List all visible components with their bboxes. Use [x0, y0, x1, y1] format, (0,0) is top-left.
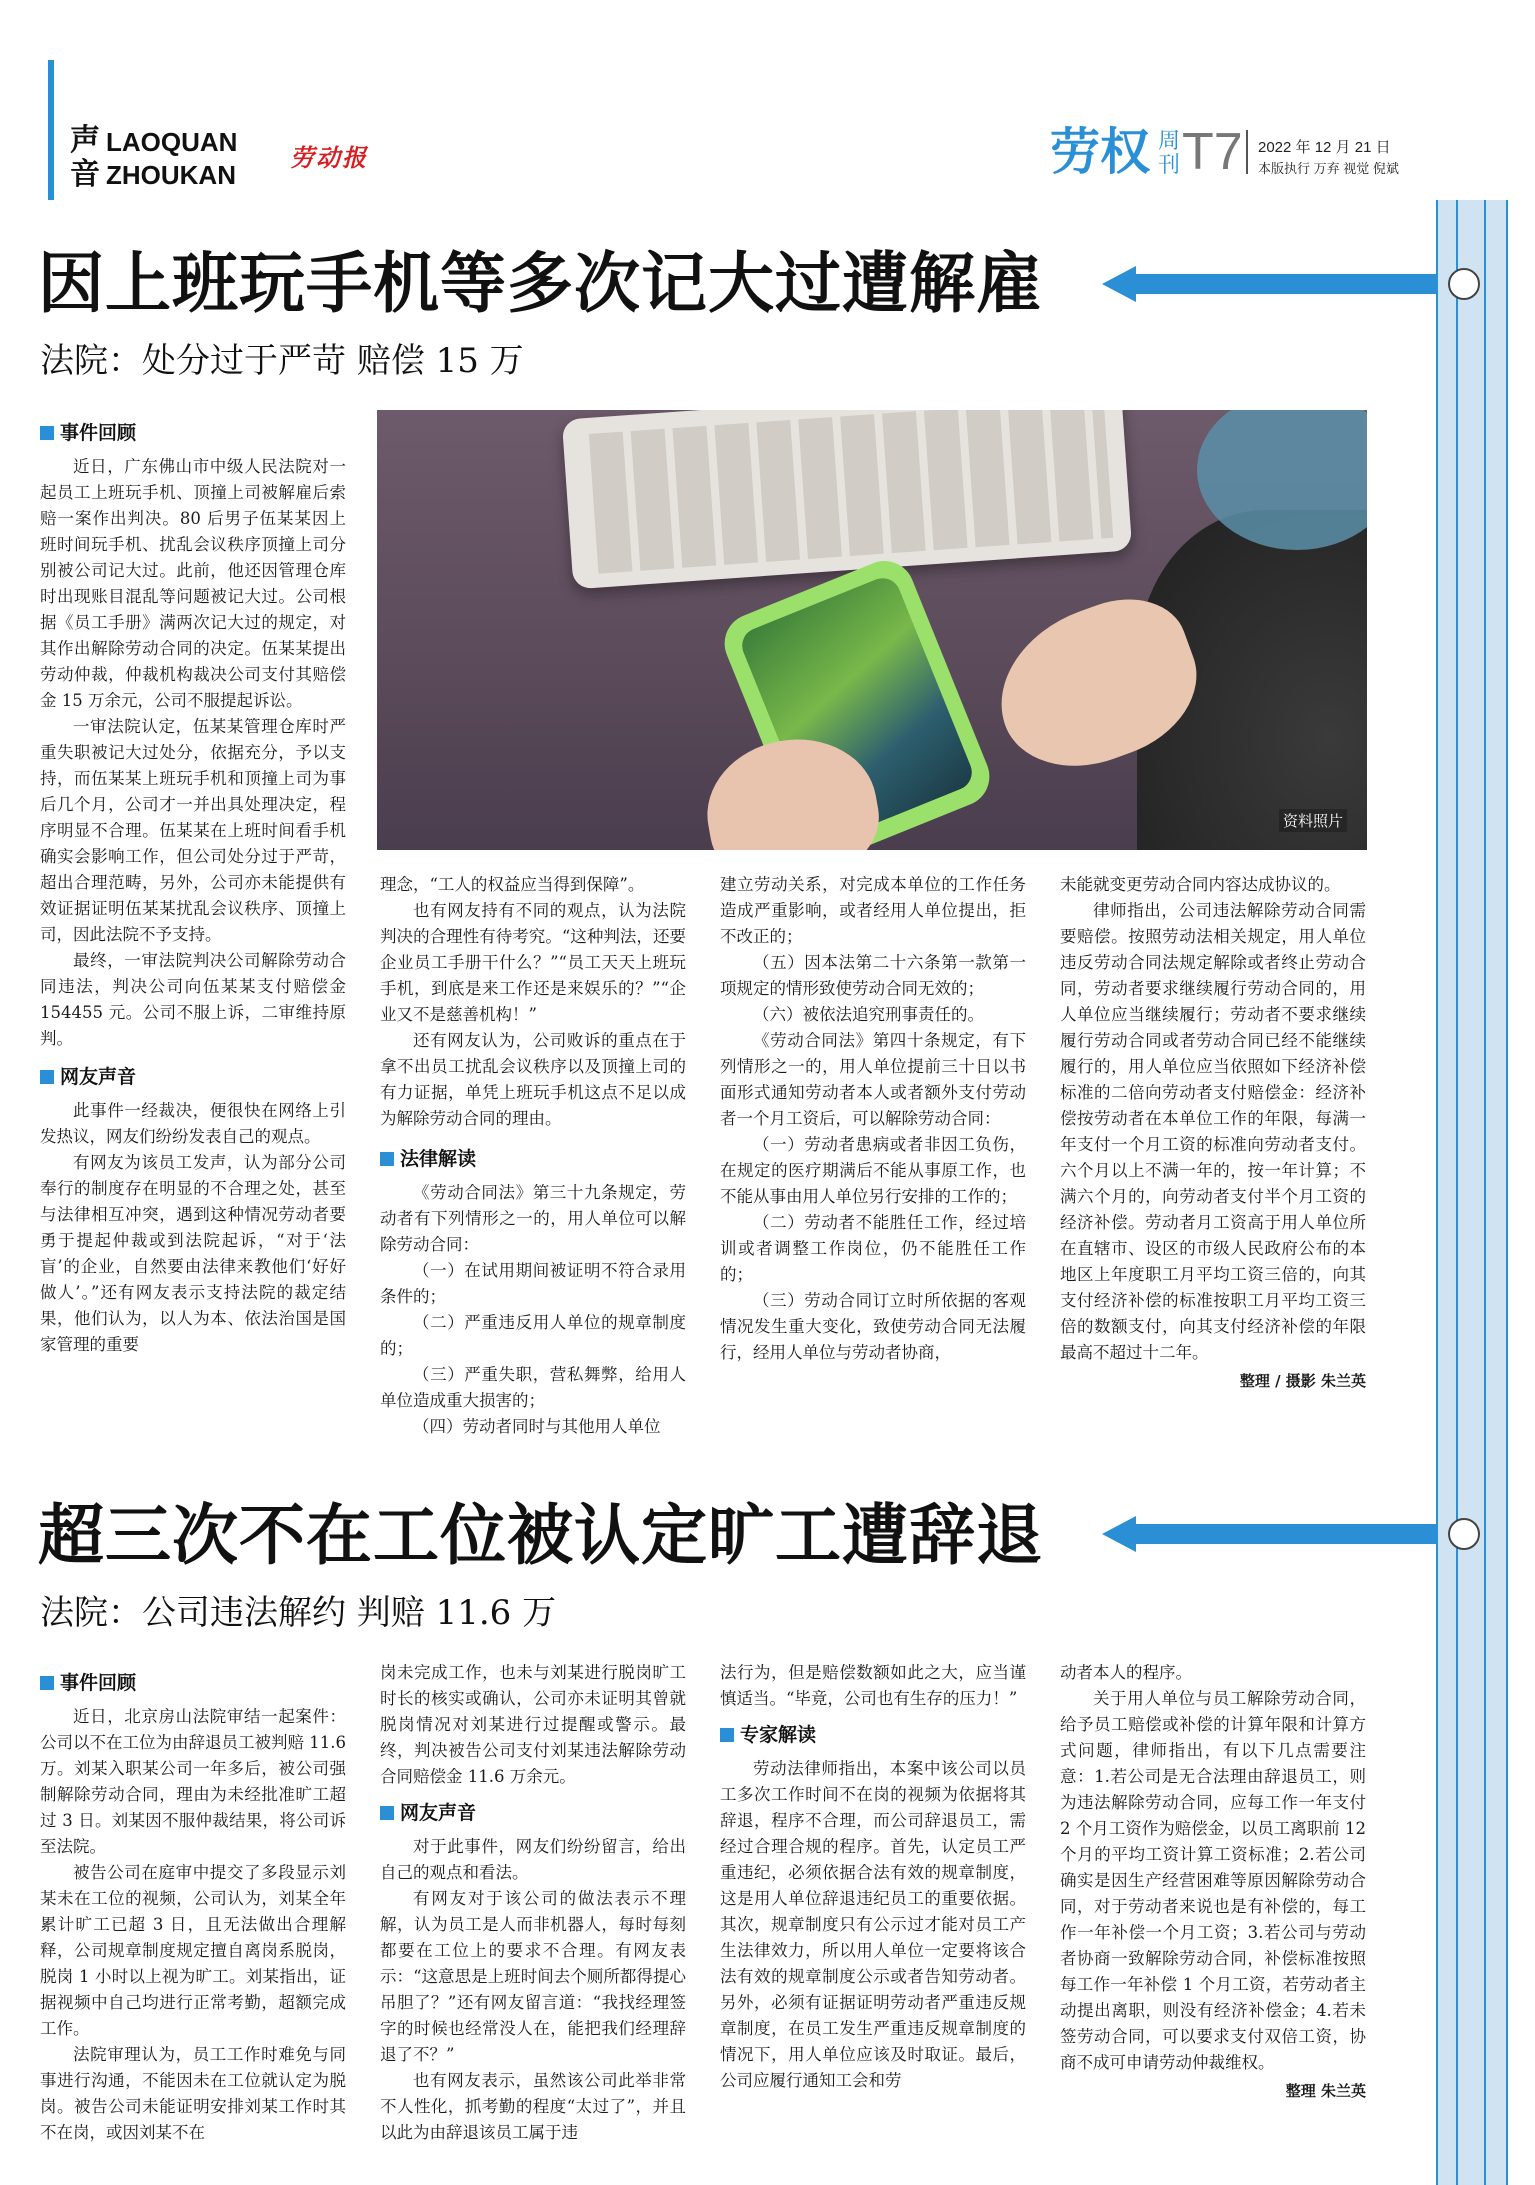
- editor-credit: 本版执行 万弃 视觉 倪斌: [1258, 161, 1399, 176]
- paragraph: 岗未完成工作，也未与刘某进行脱岗旷工时长的核实或确认，公司亦未证明其曾就脱岗情况对刘某进行过提醒或警示。最终，判决被告公司支付刘某违法解除劳动合同赔偿金 11.6 万余元。: [380, 1663, 686, 1786]
- issue-date: 2022 年 12 月 21 日: [1258, 139, 1391, 156]
- paragraph: 近日，广东佛山市中级人民法院对一起员工上班玩手机、顶撞上司被解雇后索赔一案作出判决。80 后男子伍某某因上班时间玩手机、扰乱会议秩序顶撞上司分别被公司记大过。此前，他还因管理仓库时出现账目混乱等问题被记大过。公司根据《员工手册》满两次记大过的规定，对其作出解除劳动合同的决定。伍某某提出劳动仲裁，仲裁机构裁决公司支付其赔偿金 15 万余元，公司不服提起诉讼。: [40, 457, 346, 710]
- paragraph: 有网友对于该公司的做法表示不理解，认为员工是人而非机器人，每时每刻都要在工位上的要求不合理。有网友表示：“这意思是上班时间去个厕所都得提心吊胆了？”还有网友留言道：“我找经理签字的时候也经常没人在，能把我们经理辞退了不？”: [380, 1889, 686, 2064]
- paragraph: （一）劳动者患病或者非因工负伤，在规定的医疗期满后不能从事原工作，也不能从事由用人单位另行安排的工作的；: [720, 1135, 1026, 1206]
- square-bullet-icon: [720, 1728, 734, 1742]
- square-bullet-icon: [380, 1152, 394, 1166]
- paragraph: 法院审理认为，员工工作时难免与同事进行沟通，不能因未在工位就认定为脱岗。被告公司未能证明安排刘某工作时其不在岗，或因刘某不在: [40, 2045, 346, 2142]
- section-heading: 网友声音: [380, 1798, 686, 1828]
- paragraph: （三）严重失职，营私舞弊，给用人单位造成重大损害的；: [380, 1365, 686, 1410]
- article1-col4: [1060, 872, 1366, 1394]
- paragraph: （五）因本法第二十六条第一款第一项规定的情形致使劳动合同无效的；: [720, 953, 1026, 998]
- paragraph: 关于用人单位与员工解除劳动合同，给予员工赔偿或补偿的计算年限和计算方式问题，律师指出，有以下几点需要注意：1.若公司是无合法理由辞退员工，则为违法解除劳动合同，应每工作一年支付 2 个月工资作为赔偿金，以员工离职前 12 个月的平均工资计算工资标准；2.若公司确实是因生产经营困难等原因解除劳动合同，对于劳动者来说也是有补偿的，每工作一年补偿一个月工资；3.若公司与劳动者协商一致解除劳动合同，补偿标准按照每工作一年补偿 1 个月工资，若劳动者主动提出离职，则没有经济补偿金；4.若未签劳动合同，可以要求支付双倍工资，协商不成可申请劳动仲裁维权。: [1060, 1689, 1366, 2072]
- paragraph: 律师指出，公司违法解除劳动合同需要赔偿。按照劳动法相关规定，用人单位违反劳动合同法规定解除或者终止劳动合同，劳动者要求继续履行劳动合同的，用人单位应当继续履行；劳动者不要求继续履行劳动合同或者劳动合同已经不能继续履行的，用人单位应当依照如下经济补偿标准的二倍向劳动者支付赔偿金：经济补偿按劳动者在本单位工作的年限，每满一年支付一个月工资的标准向劳动者支付。六个月以上不满一年的，按一年计算；不满六个月的，向劳动者支付半个月工资的经济补偿。劳动者月工资高于用人单位所在直辖市、设区的市级人民政府公布的本地区上年度职工月平均工资三倍的，向其支付经济补偿的标准按职工月平均工资三倍的数额支付，向其支付经济补偿的年限最高不超过十二年。: [1060, 901, 1366, 1362]
- paragraph: （二）劳动者不能胜任工作，经过培训或者调整工作岗位，仍不能胜任工作的；: [720, 1213, 1026, 1284]
- paragraph: （二）严重违反用人单位的规章制度的；: [380, 1313, 686, 1358]
- square-bullet-icon: [380, 1806, 394, 1820]
- paragraph: 还有网友认为，公司败诉的重点在于拿不出员工扰乱会议秩序以及顶撞上司的有力证据，单凭上班玩手机这点不足以成为解除劳动合同的理由。: [380, 1031, 686, 1128]
- square-bullet-icon: [40, 1070, 54, 1084]
- article1-photo: [377, 410, 1367, 850]
- headline-arrow-2: [1102, 1516, 1136, 1552]
- article2-headline: 超三次不在工位被认定旷工遭辞退: [38, 1497, 1043, 1574]
- section-heading: 事件回顾: [40, 1668, 346, 1698]
- paragraph: 有网友为该员工发声，认为部分公司奉行的制度存在明显的不合理之处，甚至与法律相互冲突，遇到这种情况劳动者要勇于提起仲裁或到法院起诉，“对于‘法盲’的企业，自然要由法律来教他们‘好好做人’。”还有网友表示支持法院的裁定结果，他们认为，以人为本、依法治国是国家管理的重要: [40, 1153, 346, 1354]
- article2-col4: [1060, 1660, 1366, 2104]
- supplement-title: 劳权: [1050, 122, 1150, 181]
- square-bullet-icon: [40, 426, 54, 440]
- paragraph: （六）被依法追究刑事责任的。: [753, 1005, 984, 1024]
- article2-col2: [380, 1660, 686, 2146]
- binder-hole-top: [1448, 268, 1480, 300]
- article1-col1: [40, 414, 346, 1358]
- headline-arrow-1: [1102, 266, 1136, 302]
- section-heading: 网友声音: [40, 1062, 346, 1092]
- article1-credit: 整理 / 摄影 朱兰英: [1239, 1372, 1366, 1390]
- paragraph: 法行为，但是赔偿数额如此之大，应当谨慎适当。“毕竟，公司也有生存的压力！”: [720, 1663, 1026, 1708]
- paragraph: 一审法院认定，伍某某管理仓库时严重失职被记大过处分，依据充分，予以支持，而伍某某上班玩手机和顶撞上司为事后几个月，公司才一并出具处理决定，程序明显不合理。伍某某在上班时间看手机确实会影响工作，但公司处分过于严苛，超出合理范畴，另外，公司亦未能提供有效证据证明伍某某扰乱会议秩序、顶撞上司，因此法院不予支持。: [40, 717, 346, 944]
- binder-hole-bottom: [1448, 1518, 1480, 1550]
- supplement-weekly: 周刊: [1158, 129, 1181, 178]
- paragraph: 也有网友持有不同的观点，认为法院判决的合理性有待考究。“这种判法，还要企业员工手册干什么？”“员工天天上班玩手机，到底是来工作还是来娱乐的？”“企业又不是慈善机构！”: [380, 901, 686, 1024]
- paragraph: 未能就变更劳动合同内容达成协议的。: [1060, 875, 1341, 894]
- square-bullet-icon: [40, 1676, 54, 1690]
- section-heading: 法律解读: [380, 1144, 686, 1174]
- paragraph: （四）劳动者同时与其他用人单位: [413, 1417, 661, 1436]
- article1-col3: [720, 872, 1026, 1366]
- article1-subhead: 法院：处分过于严苛 赔偿 15 万: [40, 341, 524, 381]
- masthead-cn: 声音: [70, 123, 100, 192]
- masthead-en-line2: ZHOUKAN: [106, 160, 236, 190]
- paragraph: 最终，一审法院判决公司解除劳动合同违法，判决公司向伍某某支付赔偿金 154455 元。公司不服上诉，二审维持原判。: [40, 951, 346, 1048]
- article2-col3: [720, 1660, 1026, 2094]
- paragraph: （一）在试用期间被证明不符合录用条件的；: [380, 1261, 686, 1306]
- paragraph: 理念，“工人的权益应当得到保障”。: [380, 875, 645, 894]
- newspaper-logo: 劳动报: [290, 143, 368, 172]
- paragraph: 劳动法律师指出，本案中该公司以员工多次工作时间不在岗的视频为依据将其辞退，程序不合理，而公司辞退员工，需经过合理合规的程序。首先，认定员工严重违纪，必须依据合法有效的规章制度，这是用人单位辞退违纪员工的重要依据。其次，规章制度只有公示过才能对员工产生法律效力，所以用人单位一定要将该合法有效的规章制度公示或者告知劳动者。另外，必须有证据证明劳动者严重违反规章制度，在员工发生严重违反规章制度的情况下，用人单位应该及时取证。最后，公司应履行通知工会和劳: [720, 1759, 1026, 2090]
- headline-arrow-1-body: [1134, 274, 1438, 294]
- paragraph: 被告公司在庭审中提交了多段显示刘某未在工位的视频，公司认为，刘某全年累计旷工已超 3 日，且无法做出合理解释，公司规章制度规定擅自离岗系脱岗，脱岗 1 小时以上视为旷工。刘某指出，证据视频中自己均进行正常考勤，超额完成工作。: [40, 1863, 346, 2038]
- paragraph: （三）劳动合同订立时所依据的客观情况发生重大变化，致使劳动合同无法履行，经用人单位与劳动者协商，: [720, 1291, 1026, 1362]
- paragraph: 建立劳动关系，对完成本单位的工作任务造成严重影响，或者经用人单位提出，拒不改正的；: [720, 875, 1026, 946]
- header-accent-bar: [48, 60, 54, 200]
- article2-subhead: 法院：公司违法解约 判赔 11.6 万: [40, 1593, 557, 1633]
- article1-headline: 因上班玩手机等多次记大过遭解雇: [38, 245, 1043, 322]
- article1-col2: [380, 872, 686, 1440]
- binder-strip: [1436, 200, 1508, 2185]
- paragraph: 对于此事件，网友们纷纷留言，给出自己的观点和看法。: [380, 1837, 686, 1882]
- section-heading: 专家解读: [720, 1720, 1026, 1750]
- paragraph: 近日，北京房山法院审结一起案件：公司以不在工位为由辞退员工被判赔 11.6 万。刘某入职某公司一年多后，被公司强制解除劳动合同，理由为未经批准旷工超过 3 日。刘某因不服仲裁结果，将公司诉至法院。: [40, 1707, 346, 1856]
- header-divider: [1246, 130, 1248, 174]
- masthead-en-line1: LAOQUAN: [106, 127, 238, 157]
- headline-arrow-2-body: [1134, 1524, 1438, 1544]
- masthead-en: [106, 126, 237, 192]
- article2-credit: 整理 朱兰英: [1285, 2082, 1366, 2100]
- section-heading: 事件回顾: [40, 418, 346, 448]
- article2-col1: [40, 1664, 346, 2146]
- paragraph: 动者本人的程序。: [1060, 1663, 1192, 1682]
- paragraph: 《劳动合同法》第三十九条规定，劳动者有下列情形之一的，用人单位可以解除劳动合同：: [380, 1183, 686, 1254]
- page-number: T7: [1182, 123, 1243, 181]
- photo-caption: 资料照片: [1279, 809, 1347, 832]
- paragraph: 此事件一经裁决，便很快在网络上引发热议，网友们纷纷发表自己的观点。: [40, 1101, 346, 1146]
- paragraph: 也有网友表示，虽然该公司此举非常不人性化，抓考勤的程度“太过了”，并且以此为由辞退该员工属于违: [380, 2071, 686, 2142]
- paragraph: 《劳动合同法》第四十条规定，有下列情形之一的，用人单位提前三十日以书面形式通知劳动者本人或者额外支付劳动者一个月工资后，可以解除劳动合同：: [720, 1031, 1026, 1128]
